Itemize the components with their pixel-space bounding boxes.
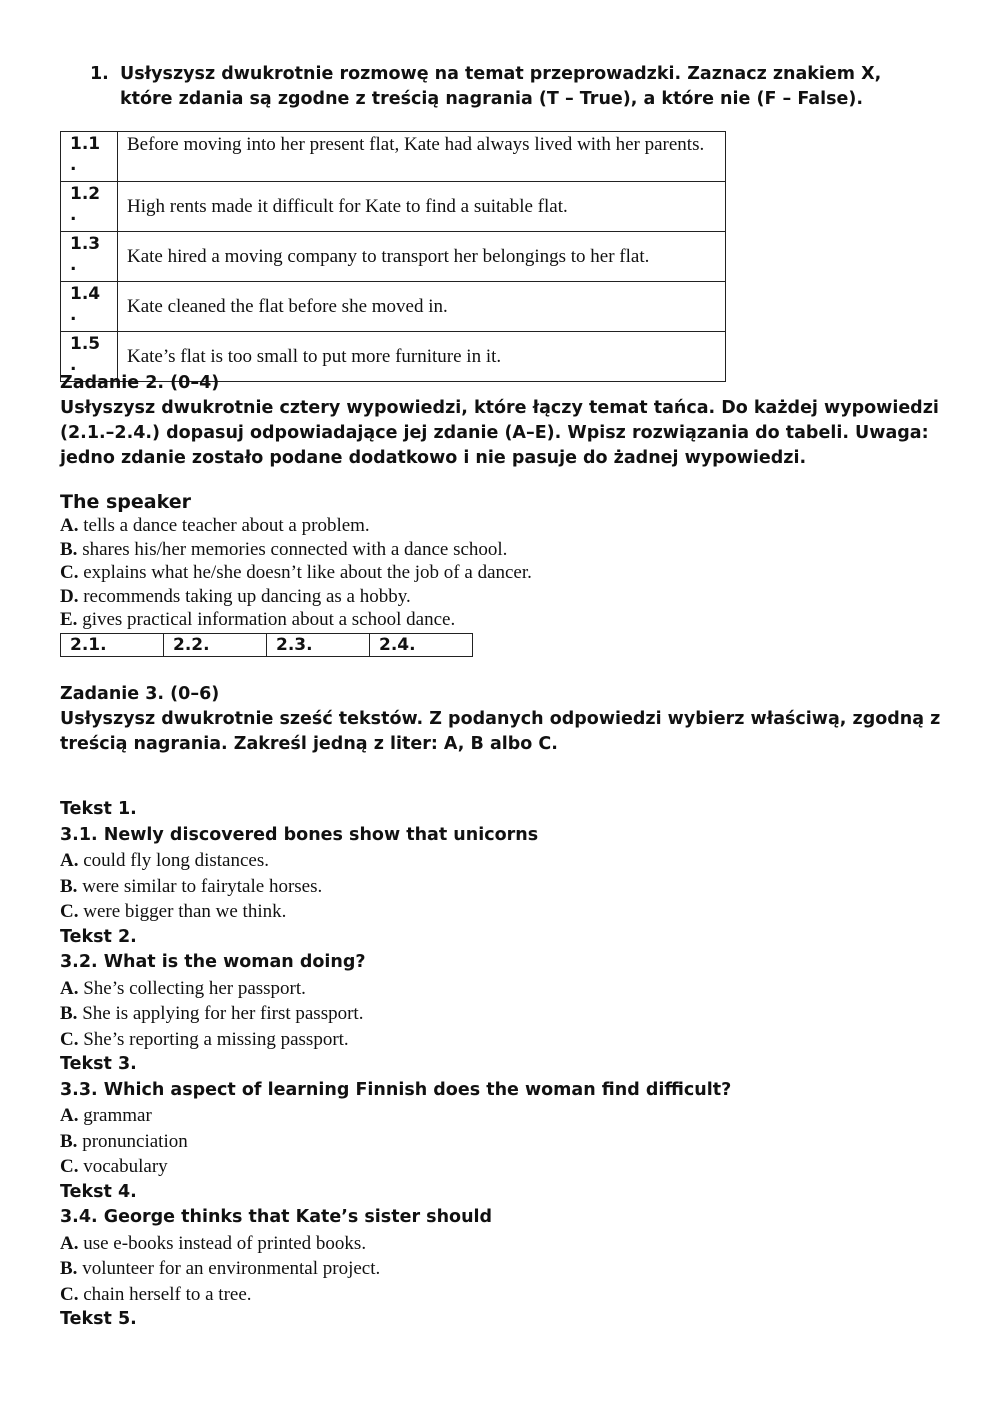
question: 3.2. What is the woman doing? [60,952,366,972]
list-item: D. recommends taking up dancing as a hobby. [60,585,411,607]
row-number: 1.1 . [61,132,118,182]
task2-lead: The speaker [60,491,191,513]
row-statement: Kate’s flat is too small to put more furniture in it. [118,332,726,382]
question: 3.4. George thinks that Kate’s sister should [60,1207,493,1227]
text-label: Tekst 3. [60,1054,137,1074]
text-label: Tekst 4. [60,1181,137,1202]
row-number: 1.4 . [61,282,118,332]
task3-title: Zadanie 3. (0–6) [60,684,220,704]
table-row [61,182,726,232]
task2-title: Zadanie 2. (0–4) [60,373,220,393]
text-label: Tekst 1. [60,799,137,819]
task3-header [60,682,950,757]
answer-option[interactable]: B. volunteer for an environmental project. [60,1258,381,1279]
row-statement: Kate cleaned the flat before she moved in. [118,282,726,332]
answer-cell-2-2[interactable]: 2.2. [164,634,267,657]
task2-options [60,490,950,632]
row-statement: Kate hired a moving company to transport her belongings to her flat. [118,232,726,282]
task2-answer-table [60,633,473,657]
answer-option[interactable]: B. She is applying for her first passport. [60,1003,364,1024]
list-item: B. shares his/her memories connected with a dance school. [60,538,508,560]
table-row [61,282,726,332]
answer-option[interactable]: C. were bigger than we think. [60,901,287,922]
answer-option[interactable]: A. grammar [60,1105,152,1126]
row-number: 1.2 . [61,182,118,232]
list-item: E. gives practical information about a school dance. [60,609,456,630]
text-label: Tekst 5. [60,1309,137,1329]
answer-option[interactable]: A. use e-books instead of printed books. [60,1232,367,1254]
answer-option[interactable]: B. pronunciation [60,1130,188,1152]
question: 3.1. Newly discovered bones show that unicorns [60,824,539,845]
row-statement: High rents made it difficult for Kate to find a suitable flat. [118,182,726,232]
task1-table [60,131,726,382]
answer-option[interactable]: C. chain herself to a tree. [60,1283,252,1305]
row-number: 1.3 . [61,232,118,282]
table-row [61,232,726,282]
task1-number: 1. [90,64,109,84]
task1-instruction-text: Usłyszysz dwukrotnie rozmowę na temat przeprowadzki. Zaznacz znakiem X, które zdania są zgodne z treścią nagrania (T – True), a które nie (F – False). [120,64,882,109]
task3-instruction: Usłyszysz dwukrotnie sześć tekstów. Z podanych odpowiedzi wybierz właściwą, zgodną z treścią nagrania. Zakreśl jedną z liter: A, B albo C. [60,709,941,754]
question: 3.3. Which aspect of learning Finnish does the woman find difficult? [60,1079,732,1100]
task3-questions [60,797,950,1333]
answer-cell-2-3[interactable]: 2.3. [267,634,370,657]
row-number: 1.5 . [61,332,118,382]
answer-option[interactable]: C. vocabulary [60,1156,168,1177]
answer-option[interactable]: A. She’s collecting her passport. [60,977,306,999]
row-statement: Before moving into her present flat, Kate had always lived with her parents. [118,132,726,182]
task1-instruction [90,62,920,112]
answer-cell-2-1[interactable]: 2.1. [61,634,164,657]
answer-option[interactable]: B. were similar to fairytale horses. [60,875,323,897]
answer-cell-2-4[interactable]: 2.4. [370,634,473,657]
table-row [61,132,726,182]
list-item: A. tells a dance teacher about a problem. [60,515,370,536]
answer-option[interactable]: A. could fly long distances. [60,850,269,871]
text-label: Tekst 2. [60,926,137,947]
task2-header [60,371,950,471]
answer-option[interactable]: C. She’s reporting a missing passport. [60,1028,349,1050]
list-item: C. explains what he/she doesn’t like about the job of a dancer. [60,562,532,583]
task2-instruction: Usłyszysz dwukrotnie cztery wypowiedzi, które łączy temat tańca. Do każdej wypowiedzi (2.1.–2.4.) dopasuj odpowiadające jej zdanie (A–E). Wpisz rozwiązania do tabeli. Uwaga: jedno zdanie zostało podane dodatkowo i nie pasuje do żadnej wypowiedzi. [60,398,939,468]
